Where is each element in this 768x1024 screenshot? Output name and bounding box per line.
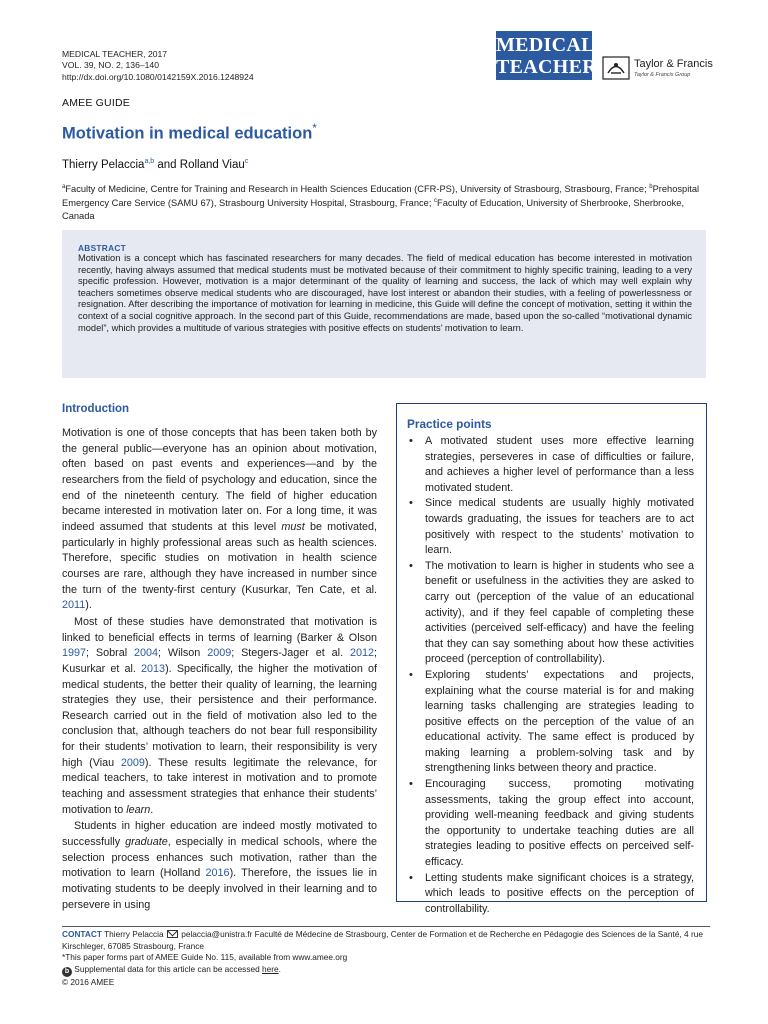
author-1: Thierry Pelaccia — [62, 158, 145, 171]
introduction-section — [62, 403, 377, 913]
text-run: be motivated, particularly in highly professional areas such as health sciences. Therefore, specific studies on motivation in health science courses are rare, although they have increased in number since the turn of the twenty-first century (Kusurkar, Ten Cate, et al. — [62, 520, 377, 596]
journal-line: MEDICAL TEACHER, 2017 — [62, 49, 168, 59]
practice-points-list — [407, 434, 694, 917]
text-run: Students in higher education are indeed mostly motivated to successfully — [62, 820, 377, 849]
supplemental-line — [62, 964, 712, 977]
supplemental-link[interactable]: here — [262, 963, 279, 974]
practice-points-box — [396, 403, 707, 915]
affil-b-mark: b — [649, 184, 653, 190]
journal-meta — [62, 49, 254, 83]
practice-point-item: • Exploring students’ expectations and projects, explaining what the course material is for and making learning tasks challenging are strategies leading to positive effects on the perception of the value of an educational activity. The same effect is produced by making learning a problem-solving task and by strengthening links between theory and practice. — [407, 668, 694, 777]
logo-line-2: TEACHER — [496, 56, 598, 78]
practice-point-item: • The motivation to learn is higher in students who see a benefit or usefulness in the activities they are asked to carry out (perception of the value of an educational activity), and if they feel capable of completing these activities (perceived self-efficacy) and have the feeling that they can say something about how these activities proceed (perception of controllability). — [407, 559, 694, 668]
supplemental-text: Supplemental data for this article can be accessed — [72, 963, 263, 974]
contact-label: CONTACT — [62, 929, 102, 939]
envelope-icon — [167, 930, 178, 938]
text-run: , especially in medical schools, where the selection process enhances such motivation, rather than the motivation to learn (Holland — [62, 836, 377, 880]
citation-link[interactable]: 2013 — [141, 662, 166, 675]
text-run: . — [150, 803, 154, 816]
text-run: ). — [85, 599, 92, 612]
supplemental-data-icon: b — [62, 967, 72, 977]
practice-points-heading: Practice points — [407, 417, 492, 431]
practice-point-item: • Since medical students are usually highly motivated towards graduating, the issues for teachers are to act positively with respect to the students’ motivation to learn. — [407, 496, 694, 558]
supplemental-end: . — [278, 963, 281, 974]
emphasis: learn — [126, 803, 151, 816]
author-2-affil[interactable]: c — [244, 158, 249, 165]
publisher-group: Taylor & Francis Group — [634, 72, 691, 78]
text-run: ). Specifically, the higher the motivation of medical students, the better their quality of learning, the learning strategies they use, their persistence and their performance. Research carried out in the field of motivation also led to the conclusion that, although teachers do not bear full responsibility for their students’ motivation to learn, their responsibility is very high (Viau — [62, 662, 377, 769]
contact-email[interactable]: pelaccia@unistra.fr — [181, 929, 253, 939]
text-run: ). These results legitimate the relevance, for medical teachers, to take interest in motivation and to promote teaching and assessment strategies that enhance their students’ motivation to — [62, 756, 377, 816]
title-footnote-mark[interactable]: * — [312, 121, 317, 135]
citation-link[interactable]: 2009 — [207, 647, 232, 660]
abstract-text: Motivation is a concept which has fascinated researchers for many decades. The field of medical education has become interested in motivation recently, having always assumed that medical students must be motivated because of their commitment to highly specific training, leading to a very specific profession. However, motivation is a major determinant of the quality of learning and success, the lack of which may well explain why teachers sometimes observe medical students who are discouraged, have lost interest or abandon their studies, with a feeling of powerlessness or resignation. After describing the importance of motivation for learning in medicine, this Guide will define the concept of motivation, setting it within the context of a social cognitive approach. In the second part of this Guide, recommendations are made, based upon the so-called “motivational dynamic model”, which provides a multitude of various strategies with positive effects on students’ motivation to learn. — [78, 253, 692, 333]
article-title-text: Motivation in medical education — [62, 124, 313, 143]
abstract-heading: ABSTRACT — [78, 243, 127, 253]
section-label: AMEE GUIDE — [62, 97, 130, 109]
practice-point-item: • Letting students make significant choices is a strategy, which leads to positive effects on the perception of controllability. — [407, 871, 694, 918]
citation-link[interactable]: 2009 — [120, 756, 145, 769]
affil-c-mark: c — [434, 198, 438, 205]
citation-link[interactable]: 2004 — [134, 647, 159, 660]
citation-link[interactable]: 2016 — [205, 867, 230, 880]
copyright: © 2016 AMEE — [62, 976, 115, 987]
practice-point-item: • Encouraging success, promoting motivating assessments, taking the group effect into account, providing well-meaning feedback and giving students the opportunity to undertake teaching duties are all strategies leading to positive effects on perceived self-efficacy. — [407, 777, 694, 871]
publisher-name: Taylor & Francis — [634, 58, 713, 70]
practice-point-item: • A motivated student uses more effective learning strategies, perseveres in case of difficulties or failure, and achieves a higher level of performance than a less motivated student. — [407, 434, 694, 496]
intro-paragraph-2 — [62, 615, 377, 819]
citation-link[interactable]: 2012 — [349, 647, 374, 660]
author-conjunction: and — [154, 158, 180, 171]
text-run: ; Kusurkar et al. — [62, 647, 377, 675]
affil-c: Faculty of Education, University of Sherbrooke, Sherbrooke, Canada — [62, 198, 685, 221]
text-run: Most of these studies have demonstrated that motivation is linked to beneficial effects in terms of learning (Barker & Olson — [62, 615, 377, 644]
guide-note: *This paper forms part of AMEE Guide No. 115, available from www.amee.org — [62, 952, 348, 963]
citation-link[interactable]: 1997 — [62, 647, 87, 660]
text-run: ). Therefore, the issues lie in motivating students to be deeply involved in their learning and to persevere in using — [62, 867, 377, 911]
text-run: ; Stegers-Jager et al. — [231, 647, 350, 660]
volume-line: VOL. 39, NO. 2, 136–140 — [62, 60, 159, 71]
emphasis: must — [281, 520, 305, 533]
contact-name: Thierry Pelaccia — [101, 929, 166, 939]
author-list — [62, 158, 248, 171]
journal-logo — [496, 31, 598, 80]
contact-line — [62, 929, 712, 952]
author-2: Rolland Viau — [179, 158, 245, 171]
doi-link[interactable]: http://dx.doi.org/10.1080/0142159X.2016.1248924 — [62, 71, 254, 82]
intro-paragraph-3 — [62, 819, 377, 913]
abstract-box — [62, 230, 706, 378]
emphasis: graduate — [125, 836, 168, 849]
introduction-heading: Introduction — [62, 403, 130, 415]
citation-link[interactable]: 2011 — [62, 599, 86, 612]
text-run: ; Sobral — [86, 647, 134, 660]
article-title — [62, 121, 317, 144]
footer-notes — [62, 929, 712, 988]
contact-address: Faculté de Médecine de Strasbourg, Center de Formation et de Recherche en Pédagogie des Sciences de la Santé, 4 rue Kirschleger, 67085 Strasbourg, France — [62, 929, 703, 951]
intro-paragraph-1 — [62, 426, 377, 614]
affiliations — [62, 181, 712, 222]
affil-b: Prehospital Emergency Care Service (SAMU 67), Strasbourg University Hospital, Strasbourg, France; — [62, 184, 700, 209]
author-1-affil[interactable]: a,b — [144, 158, 155, 165]
affil-a-mark: a — [62, 184, 66, 190]
text-run: ; Wilson — [158, 647, 208, 660]
publisher-lamp-icon — [602, 56, 630, 80]
logo-line-1: MEDICAL — [496, 34, 595, 56]
footer-divider — [62, 926, 710, 927]
text-run: Motivation is one of those concepts that has been taken both by the general public—everyone has an opinion about motivation, often based on past events and experiences—and by the researchers from the field of psychology and education, since the end of the nineteenth century. The field of higher education became interested in motivation later on. For a long time, it was indeed assumed that students at this level — [62, 427, 377, 533]
affil-a: Faculty of Medicine, Centre for Training and Research in Health Sciences Education (CFR-PS), University of Strasbourg, Strasbourg, France; — [65, 184, 650, 195]
